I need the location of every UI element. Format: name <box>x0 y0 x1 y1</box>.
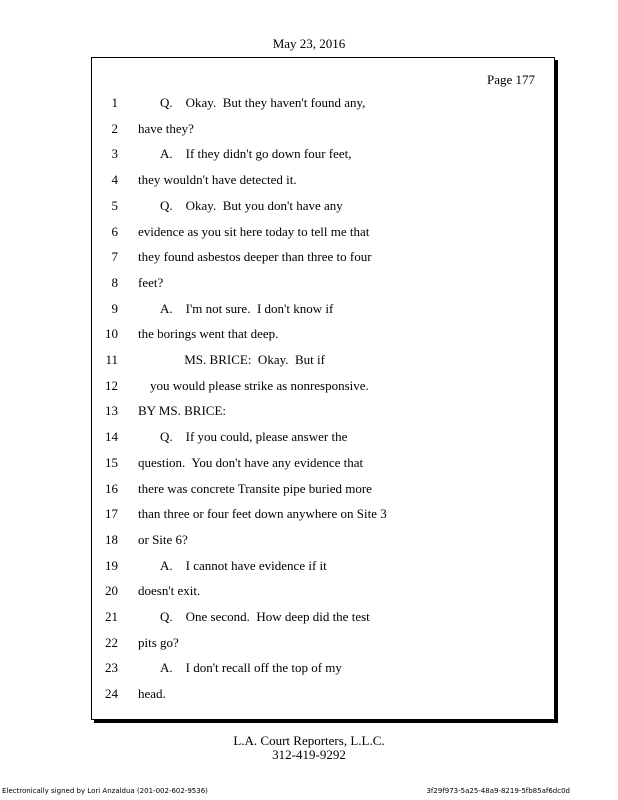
line-text: they wouldn't have detected it. <box>138 172 297 188</box>
page-number: Page 177 <box>487 72 536 87</box>
line-text: doesn't exit. <box>138 583 201 599</box>
line-number: 6 <box>111 223 118 239</box>
line-text: A. I don't recall off the top of my <box>160 660 342 676</box>
transcript-line <box>0 557 618 575</box>
transcript-line <box>0 480 618 498</box>
transcript-line <box>0 454 618 472</box>
transcript-line <box>0 248 618 266</box>
line-text: the borings went that deep. <box>138 326 279 342</box>
line-text: there was concrete Transite pipe buried more <box>138 480 372 496</box>
line-number: 24 <box>105 686 118 702</box>
transcript-line <box>0 120 618 138</box>
line-text: Q. Okay. But you don't have any <box>160 197 343 213</box>
transcript-line <box>0 223 618 241</box>
line-number: 17 <box>105 506 118 522</box>
line-text: A. I cannot have evidence if it <box>160 557 327 573</box>
line-text: Q. Okay. But they haven't found any, <box>160 95 366 110</box>
transcript-line <box>0 608 618 626</box>
transcript-line <box>0 325 618 343</box>
line-text: have they? <box>138 120 194 136</box>
transcript-line <box>0 94 618 112</box>
line-text: feet? <box>138 274 164 290</box>
transcript-line <box>0 274 618 292</box>
transcript-line <box>0 634 618 652</box>
line-text: A. I'm not sure. I don't know if <box>160 300 334 316</box>
line-text: than three or four feet down anywhere on Site 3 <box>138 506 387 522</box>
line-text: Q. If you could, please answer the <box>160 429 348 445</box>
transcript-line <box>0 145 618 163</box>
line-text: A. If they didn't go down four feet, <box>160 146 352 162</box>
line-number: 20 <box>105 583 118 599</box>
transcript-line <box>0 428 618 446</box>
line-number: 22 <box>105 634 118 650</box>
transcript-line <box>0 351 618 369</box>
line-number: 2 <box>111 120 118 136</box>
line-text: you would please strike as nonresponsive. <box>150 377 369 393</box>
line-number: 21 <box>105 609 118 624</box>
line-number: 5 <box>111 197 118 213</box>
footer-phone-number: 312-419-9292 <box>272 747 346 762</box>
line-number: 23 <box>105 660 118 676</box>
line-text: Q. One second. How deep did the test <box>160 609 370 624</box>
transcript-line <box>0 377 618 395</box>
transcript-line <box>0 505 618 523</box>
document-id: 3f29f973-5a25-48a9-8219-5fb85af6dc0d <box>426 787 570 795</box>
line-text: question. You don't have any evidence that <box>138 454 364 470</box>
transcript-line <box>0 300 618 318</box>
line-number: 14 <box>105 429 118 445</box>
line-number: 4 <box>111 172 118 188</box>
electronic-signature-note: Electronically signed by Lori Anzaldua (201-002-602-9536) <box>2 787 208 795</box>
line-number: 10 <box>105 326 118 342</box>
header-date: May 23, 2016 <box>272 36 346 51</box>
line-text: pits go? <box>138 634 179 650</box>
line-number: 8 <box>111 274 118 290</box>
line-text: or Site 6? <box>138 531 188 547</box>
footer-company-name: L.A. Court Reporters, L.L.C. <box>233 733 385 748</box>
line-text: BY MS. BRICE: <box>138 403 227 419</box>
line-number: 15 <box>105 454 118 470</box>
line-text: head. <box>138 686 166 702</box>
line-number: 9 <box>111 300 118 316</box>
transcript-line <box>0 685 618 703</box>
line-text: MS. BRICE: Okay. But if <box>168 352 325 367</box>
transcript-line <box>0 197 618 215</box>
line-text: they found asbestos deeper than three to four <box>138 249 372 265</box>
line-text: evidence as you sit here today to tell me that <box>138 223 370 239</box>
line-number: 18 <box>105 531 118 547</box>
transcript-line <box>0 531 618 549</box>
line-number: 11 <box>105 352 118 367</box>
transcript-line <box>0 171 618 189</box>
transcript-line <box>0 659 618 677</box>
transcript-line <box>0 402 618 420</box>
line-number: 13 <box>105 403 118 419</box>
line-number: 1 <box>111 95 118 110</box>
line-number: 3 <box>111 146 118 162</box>
line-number: 19 <box>105 557 118 573</box>
transcript-line <box>0 582 618 600</box>
line-number: 12 <box>105 377 118 393</box>
line-number: 16 <box>105 480 118 496</box>
line-number: 7 <box>111 249 118 265</box>
